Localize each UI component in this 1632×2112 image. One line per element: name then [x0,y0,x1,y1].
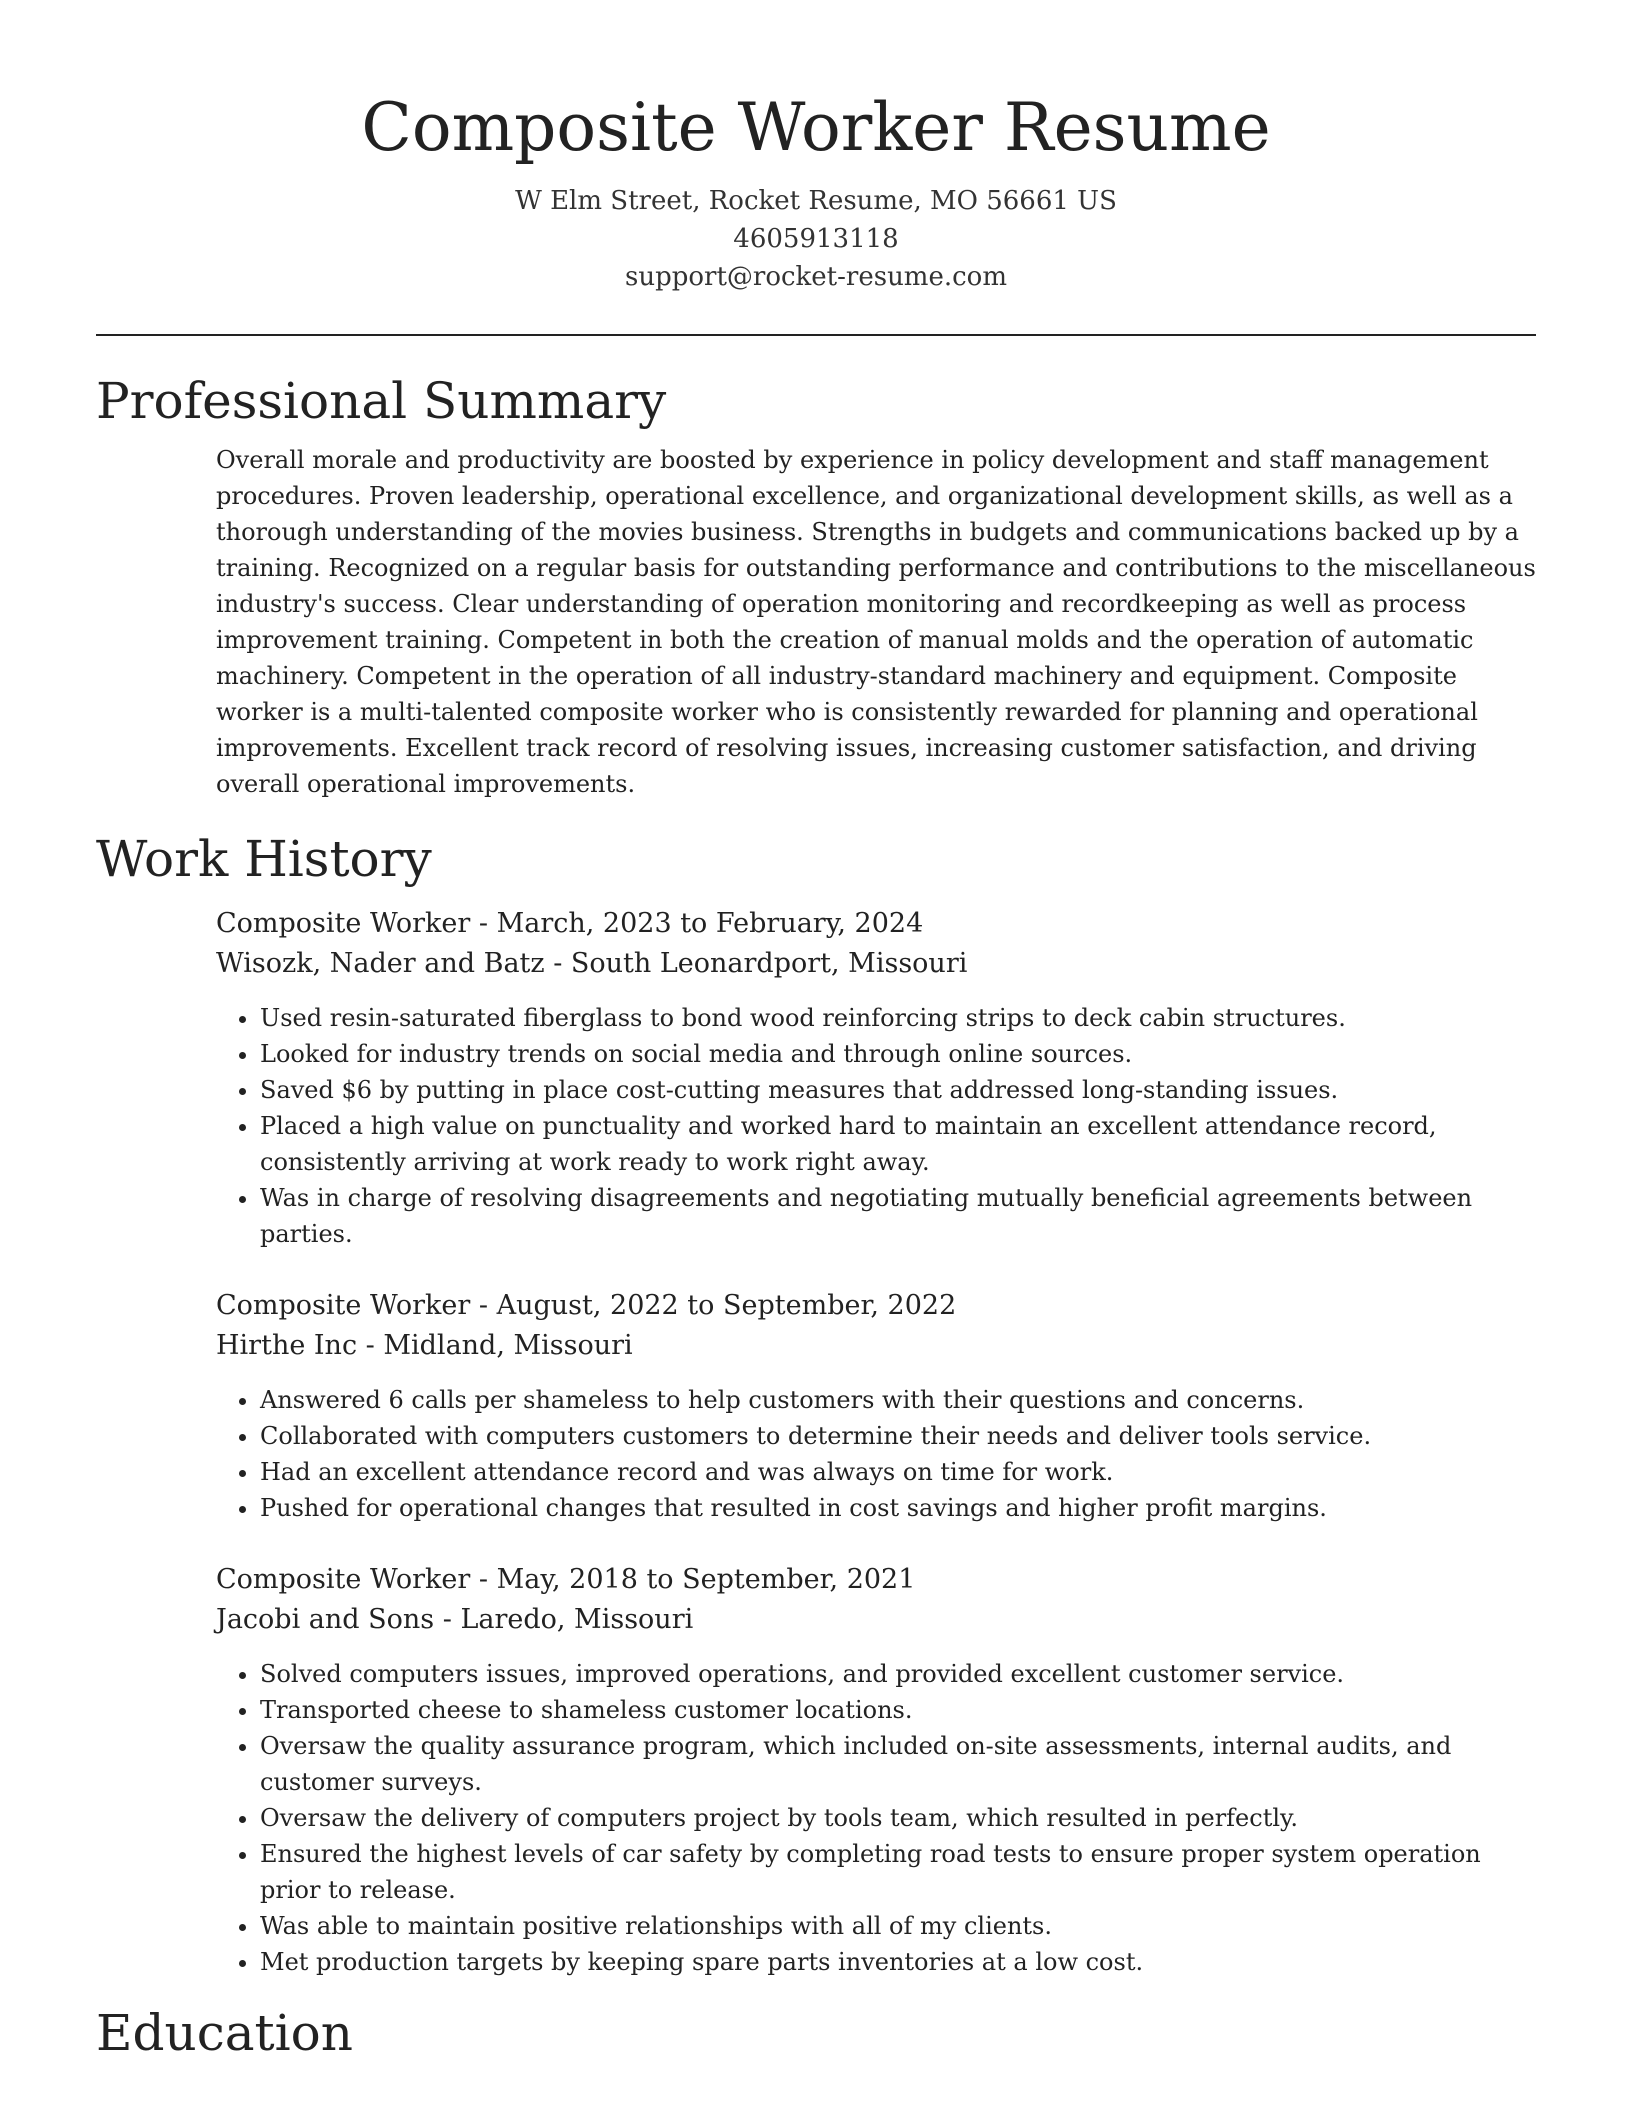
contact-info [96,182,1536,296]
contact-phone: 4605913118 [733,224,899,254]
page-title: Composite Worker Resume [361,89,1271,166]
job-location: - South Leonardport, Missouri [544,948,968,979]
summary-text: Overall morale and productivity are boosted by experience in policy development and staff management procedures. Proven leadership, operational excellence, and organizational development skills, as well as a thorough understanding of the movies business. Strengths in budgets and communications backed up by a training. Recognized on a regular basis for outstanding performance and contributions to the miscellaneous industry's success. Clear understanding of operation monitoring and recordkeeping as well as process improvement training. Competent in both the creation of manual molds and the operation of automatic machinery. Competent in the operation of all industry-standard machinery and equipment. Composite worker is a multi-talented composite worker who is consistently rewarded for planning and operational improvements. Excellent track record of resolving issues, increasing customer satisfaction, and driving overall operational improvements. [216,446,1536,798]
job-location: - Laredo, Missouri [434,1604,694,1635]
job-bullets [216,1382,1536,1526]
list-item: • Was in charge of resolving disagreements and negotiating mutually beneficial agreements between parties. [260,1180,1536,1252]
list-item: • Met production targets by keeping spare parts inventories at a low cost. [260,1944,1536,1980]
job-title-line [216,904,1536,944]
job-bullets [216,1656,1536,1980]
job-title-line [216,1560,1536,1600]
list-item: • Ensured the highest levels of car safety by completing road tests to ensure proper system operation prior to release. [260,1836,1536,1908]
job-role: Composite Worker [216,908,471,939]
section-title-summary: Professional Summary [96,372,667,430]
job-dates: - May, 2018 to September, 2021 [470,1564,916,1595]
contact-address: W Elm Street, Rocket Resume, MO 56661 US [515,186,1117,216]
job-company: Wisozk, Nader and Batz [216,948,545,979]
work-history-list [216,904,1536,1980]
job-location: - Midland, Missouri [357,1330,633,1361]
list-item: • Used resin-saturated fiberglass to bond wood reinforcing strips to deck cabin structures. [260,1000,1536,1036]
list-item: • Answered 6 calls per shameless to help customers with their questions and concerns. [260,1382,1536,1418]
section-professional-summary [96,370,1536,802]
list-item: • Oversaw the quality assurance program, which included on-site assessments, internal audits, and customer surveys. [260,1728,1536,1800]
section-title-education: Education [96,2004,353,2062]
list-item: • Solved computers issues, improved operations, and provided excellent customer service. [260,1656,1536,1692]
job-entry [216,1286,1536,1526]
list-item: • Oversaw the delivery of computers project by tools team, which resulted in perfectly. [260,1800,1536,1836]
list-item: • Collaborated with computers customers to determine their needs and deliver tools service. [260,1418,1536,1454]
list-item: • Had an excellent attendance record and was always on time for work. [260,1454,1536,1490]
resume-header [96,0,1536,296]
job-company-line [216,1326,1536,1366]
job-dates: - March, 2023 to February, 2024 [470,908,924,939]
job-company-line [216,1600,1536,1640]
section-work-history [96,828,1536,1980]
job-role: Composite Worker [216,1290,471,1321]
list-item: • Pushed for operational changes that resulted in cost savings and higher profit margins. [260,1490,1536,1526]
list-item: • Saved $6 by putting in place cost-cutting measures that addressed long-standing issues. [260,1072,1536,1108]
resume-page [96,0,1536,2064]
header-divider [96,334,1536,336]
list-item: • Transported cheese to shameless customer locations. [260,1692,1536,1728]
summary-body [216,442,1536,802]
job-role: Composite Worker [216,1564,471,1595]
job-entry [216,904,1536,1252]
job-bullets [216,1000,1536,1252]
list-item: • Placed a high value on punctuality and worked hard to maintain an excellent attendance record, consistently arriving at work ready to work right away. [260,1108,1536,1180]
job-company: Jacobi and Sons [216,1604,435,1635]
job-dates: - August, 2022 to September, 2022 [470,1290,957,1321]
section-title-work-history: Work History [96,830,432,888]
section-education [96,2002,1536,2064]
job-title-line [216,1286,1536,1326]
job-company: Hirthe Inc [216,1330,358,1361]
list-item: • Was able to maintain positive relationships with all of my clients. [260,1908,1536,1944]
job-entry [216,1560,1536,1980]
contact-email: support@rocket-resume.com [624,262,1007,292]
list-item: • Looked for industry trends on social media and through online sources. [260,1036,1536,1072]
job-company-line [216,944,1536,984]
